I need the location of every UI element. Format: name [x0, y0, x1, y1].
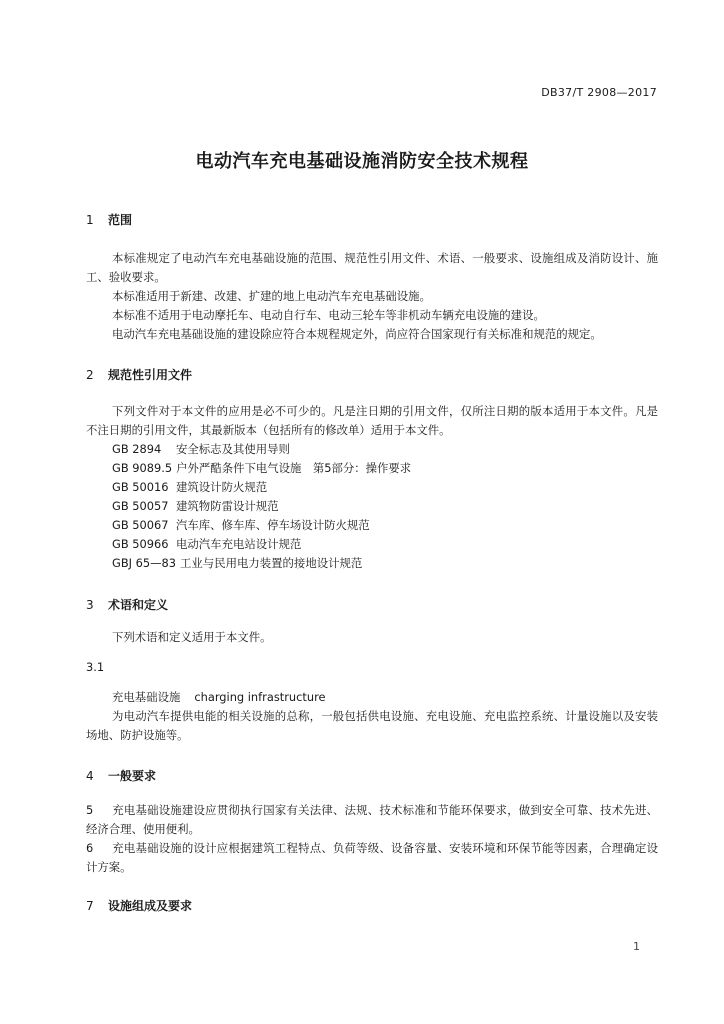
section-number: 1: [86, 213, 94, 227]
reference-name: 安全标志及其使用导则: [176, 442, 290, 456]
reference-item: [112, 440, 290, 459]
clause-number: 6: [86, 841, 94, 855]
term-definition: 为电动汽车提供电能的相关设施的总称，一般包括供电设施、充电设施、充电监控系统、计量设施以及安装场地、防护设施等。: [86, 709, 658, 742]
page-number: 1: [633, 940, 640, 953]
clause-5: [86, 801, 658, 839]
reference-code: GB 9089.5: [112, 461, 173, 475]
section-4-heading: [86, 767, 156, 784]
clause-6: [86, 839, 658, 877]
section-2-heading: [86, 366, 192, 383]
section-number: 7: [86, 899, 94, 913]
term-entry: [112, 688, 326, 707]
reference-code: GB 50016: [112, 480, 169, 494]
section-title: 设施组成及要求: [108, 899, 193, 913]
term-english: charging infrastructure: [194, 690, 326, 704]
clause-text: 充电基础设施建设应贯彻执行国家有关法律、法规、技术标准和节能环保要求，做到安全可靠、技术先进、经济合理、使用便利。: [86, 803, 658, 836]
reference-name: 建筑物防雷设计规范: [176, 499, 279, 513]
section-3-heading: [86, 596, 168, 613]
reference-name: 户外严酷条件下电气设施 第5部分：操作要求: [176, 461, 412, 475]
section-number: 4: [86, 769, 94, 783]
reference-code: GB 2894: [112, 442, 162, 456]
section-7-heading: [86, 897, 192, 914]
reference-item: [112, 516, 370, 535]
reference-code: GB 50067: [112, 518, 169, 532]
section-number: 2: [86, 368, 94, 382]
clause-number: 5: [86, 803, 94, 817]
scope-paragraph-4: 电动汽车充电基础设施的建设除应符合本规程规定外，尚应符合国家现行有关标准和规范的规定。: [112, 327, 602, 341]
reference-item: [112, 497, 279, 516]
scope-paragraph-3: 本标准不适用于电动摩托车、电动自行车、电动三轮车等非机动车辆充电设施的建设。: [112, 308, 545, 322]
reference-name: 建筑设计防火规范: [176, 480, 268, 494]
scope-paragraph-1: 本标准规定了电动汽车充电基础设施的范围、规范性引用文件、术语、一般要求、设施组成及消防设计、施工、验收要求。: [86, 251, 658, 284]
reference-name: 工业与民用电力装置的接地设计规范: [180, 556, 363, 570]
reference-code: GB 50966: [112, 537, 169, 551]
section-1-heading: [86, 211, 132, 228]
reference-name: 汽车库、修车库、停车场设计防火规范: [176, 518, 370, 532]
reference-item: [112, 459, 411, 478]
clause-number: 3.1: [86, 660, 105, 674]
scope-paragraph-2: 本标准适用于新建、改建、扩建的地上电动汽车充电基础设施。: [112, 289, 431, 303]
reference-item: [112, 554, 362, 573]
section-title: 一般要求: [108, 769, 157, 783]
reference-item: [112, 478, 267, 497]
section-title: 术语和定义: [108, 598, 169, 612]
references-intro: 下列文件对于本文件的应用是必不可少的。凡是注日期的引用文件，仅所注日期的版本适用于本文件。凡是不注日期的引用文件，其最新版本（包括所有的修改单）适用于本文件。: [86, 404, 658, 437]
standard-code: DB37/T 2908—2017: [541, 86, 657, 99]
reference-code: GBJ 65—83: [112, 556, 177, 570]
document-title: 电动汽车充电基础设施消防安全技术规程: [195, 151, 529, 172]
section-title: 范围: [108, 213, 133, 227]
reference-item: [112, 535, 301, 554]
reference-code: GB 50057: [112, 499, 169, 513]
clause-text: 充电基础设施的设计应根据建筑工程特点、负荷等级、设备容量、安装环境和环保节能等因素，合理确定设计方案。: [86, 841, 658, 874]
reference-name: 电动汽车充电站设计规范: [176, 537, 302, 551]
term-chinese: 充电基础设施: [112, 690, 181, 704]
terms-intro: 下列术语和定义适用于本文件。: [112, 630, 272, 644]
section-number: 3: [86, 598, 94, 612]
section-title: 规范性引用文件: [108, 368, 193, 382]
